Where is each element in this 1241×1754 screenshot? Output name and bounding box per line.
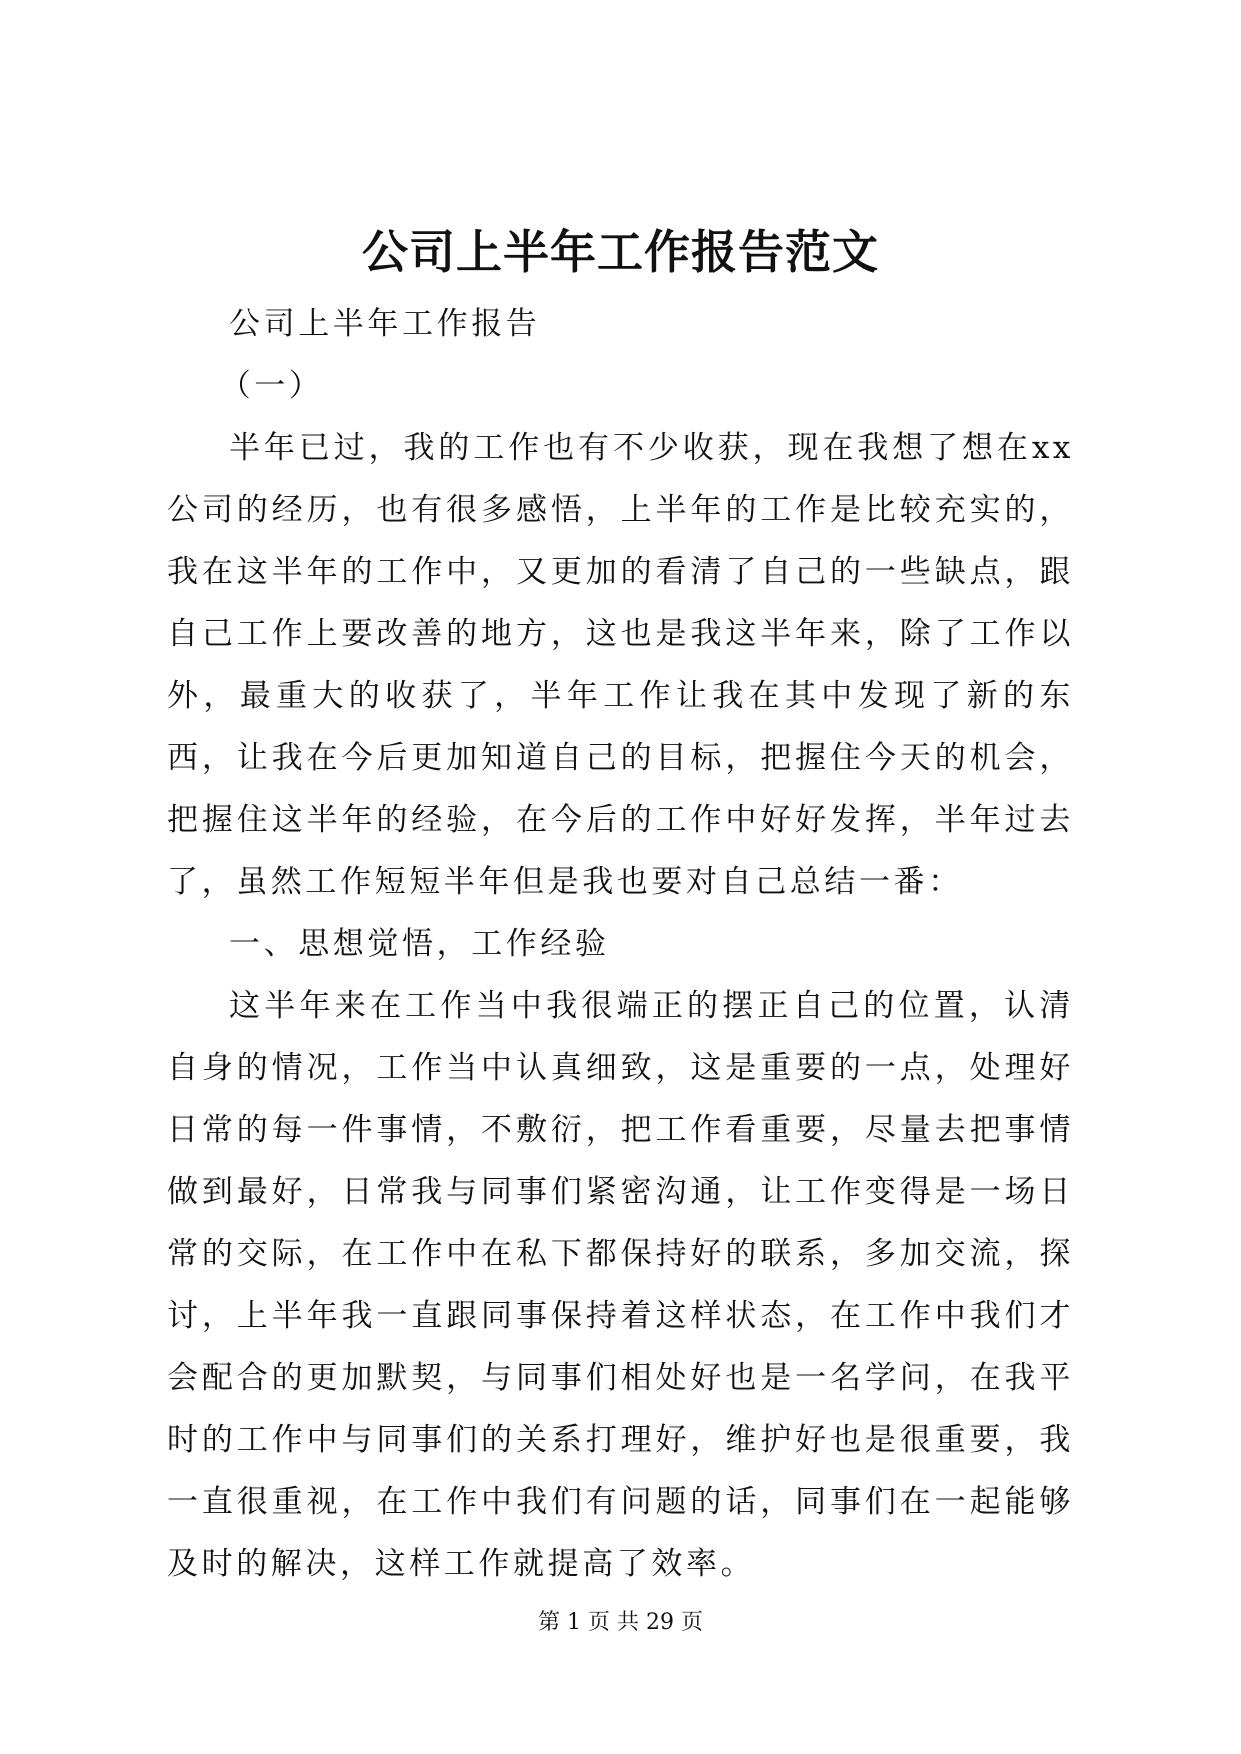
section-heading-paragraph: 一、思想觉悟，工作经验 xyxy=(229,926,610,962)
document-body xyxy=(167,293,1074,1595)
section-number-paragraph: （一） xyxy=(219,368,324,404)
body-paragraph: 这半年来在工作当中我很端正的摆正自己的位置，认清自身的情况，工作当中认真细致，这是重要的一点，处理好日常的每一件事情，不敷衍，把工作看重要，尽量去把事情做到最好，日常我与同事们紧密沟通，让工作变得是一场日常的交际，在工作中在私下都保持好的联系，多加交流，探讨，上半年我一直跟同事保持着这样状态，在工作中我们才会配合的更加默契，与同事们相处好也是一名学问，在我平时的工作中与同事们的关系打理好，维护好也是很重要，我一直很重视，在工作中我们有问题的话，同事们在一起能够及时的解决，这样工作就提高了效率。 xyxy=(167,988,1074,1582)
document-title: 公司上半年工作报告范文 xyxy=(362,225,879,279)
body-paragraph: 半年已过，我的工作也有不少收获，现在我想了想在xx公司的经历，也有很多感悟，上半年的工作是比较充实的，我在这半年的工作中，又更加的看清了自己的一些缺点，跟自己工作上要改善的地方，这也是我这半年来，除了工作以外，最重大的收获了，半年工作让我在其中发现了新的东西，让我在今后更加知道自己的目标，把握住今天的机会，把握住这半年的经验，在今后的工作中好好发挥，半年过去了，虽然工作短短半年但是我也要对自己总结一番： xyxy=(167,430,1074,900)
page-footer: 第 1 页 共 29 页 xyxy=(538,1610,703,1635)
subtitle-paragraph: 公司上半年工作报告 xyxy=(229,306,541,342)
